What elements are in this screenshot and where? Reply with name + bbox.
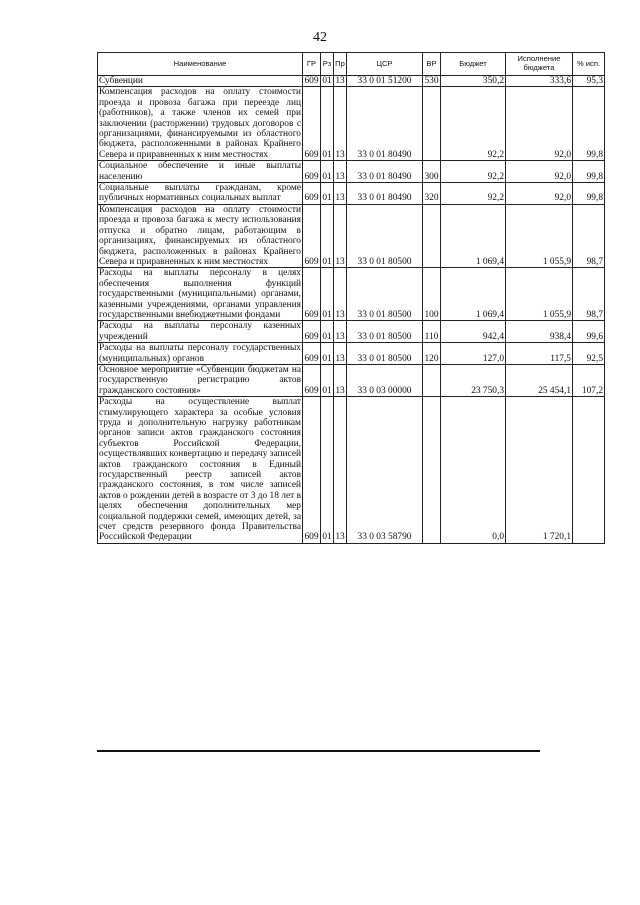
row-vr <box>423 397 441 544</box>
footer-divider <box>97 750 540 752</box>
row-execution: 92,0 <box>506 87 573 161</box>
row-gr: 609 <box>303 204 321 267</box>
table-row <box>98 321 605 343</box>
row-csr: 33 0 01 80500 <box>347 268 423 321</box>
row-gr: 609 <box>303 87 321 161</box>
row-gr: 609 <box>303 183 321 205</box>
row-execution: 333,6 <box>506 76 573 87</box>
row-rz: 01 <box>321 183 334 205</box>
row-gr: 609 <box>303 343 321 365</box>
row-execution: 938,4 <box>506 321 573 343</box>
row-name: Социальное обеспечение и иные выплаты населению <box>99 161 301 182</box>
row-rz: 01 <box>321 343 334 365</box>
row-execution: 92,0 <box>506 161 573 183</box>
row-csr: 33 0 03 00000 <box>347 364 423 396</box>
row-pr: 13 <box>334 161 347 183</box>
table-row <box>98 161 605 183</box>
row-name: Расходы на выплаты персоналу государственных (муниципальных) органов <box>99 343 301 364</box>
row-rz: 01 <box>321 87 334 161</box>
row-vr: 300 <box>423 161 441 183</box>
row-percent <box>573 397 605 544</box>
row-name: Расходы на выплаты персоналу в целях обеспечения выполнения функций государственными (муниципальными) органами, казенными учреждениями, органами управления государственными внебюджетными фондами <box>99 268 301 320</box>
row-execution: 117,5 <box>506 343 573 365</box>
row-csr: 33 0 01 80500 <box>347 204 423 267</box>
row-gr: 609 <box>303 321 321 343</box>
table-row <box>98 397 605 544</box>
row-pr: 13 <box>334 397 347 544</box>
row-csr: 33 0 01 51200 <box>347 76 423 87</box>
row-name: Расходы на выплаты персоналу казенных учреждений <box>99 321 301 342</box>
row-budget: 942,4 <box>441 321 506 343</box>
header-name: Наименование <box>98 53 303 76</box>
row-pr: 13 <box>334 321 347 343</box>
row-vr: 530 <box>424 76 439 86</box>
row-percent: 99,8 <box>573 161 605 183</box>
row-percent: 95,3 <box>573 76 605 87</box>
row-execution: 1 720,1 <box>506 397 573 544</box>
row-vr: 110 <box>423 321 441 343</box>
row-pr: 13 <box>335 76 345 86</box>
row-budget: 92,2 <box>441 87 506 161</box>
row-rz: 01 <box>321 268 334 321</box>
row-gr: 609 <box>303 268 321 321</box>
row-budget: 23 750,3 <box>441 364 506 396</box>
row-budget: 0,0 <box>441 397 506 544</box>
row-percent: 98,7 <box>573 268 605 321</box>
row-name: Субвенции <box>98 76 303 87</box>
row-csr: 33 0 01 80500 <box>347 321 423 343</box>
row-budget: 1 069,4 <box>441 268 506 321</box>
row-percent: 99,8 <box>573 87 605 161</box>
table-row <box>98 343 605 365</box>
row-execution: 25 454,1 <box>506 364 573 396</box>
row-budget: 92,2 <box>441 161 506 183</box>
row-budget: 1 069,4 <box>441 204 506 267</box>
row-csr: 33 0 03 58790 <box>347 397 423 544</box>
row-vr: 120 <box>423 343 441 365</box>
table-header-row <box>98 53 605 76</box>
row-budget: 92,2 <box>441 183 506 205</box>
row-pr: 13 <box>334 183 347 205</box>
row-execution: 1 055,9 <box>506 268 573 321</box>
row-rz: 01 <box>321 397 334 544</box>
row-rz: 01 <box>321 204 334 267</box>
header-budget: Бюджет <box>441 53 506 76</box>
row-csr: 33 0 01 80490 <box>347 161 423 183</box>
row-name: Расходы на осуществление выплат стимулирующего характера за особые условия труда и дополнительную нагрузку работникам органов записи актов гражданского состояния субъектов Российской Федерации, осуществлявших конвертацию и передачу записей актов гражданского состояния в Единый государственный реестр записей актов гражданского состояния, в том числе записей актов о рождении детей в возрасте от 3 до 18 лет в целях обеспечения дополнительных мер социальной поддержки семей, имеющих детей, за счет средств резервного фонда Правительства Российской Федерации <box>99 397 301 543</box>
header-vr: ВР <box>423 53 441 76</box>
row-csr: 33 0 01 80490 <box>347 183 423 205</box>
header-percent: % исп. <box>573 53 605 76</box>
table-row <box>98 268 605 321</box>
row-pr: 13 <box>334 87 347 161</box>
row-name: Основное мероприятие «Субвенции бюджетам на государственную регистрацию актов гражданского состояния» <box>99 364 301 396</box>
row-rz: 01 <box>322 76 332 86</box>
page-number: 42 <box>313 30 327 45</box>
row-rz: 01 <box>321 364 334 396</box>
row-name: Социальные выплаты гражданам, кроме публичных нормативных социальных выплат <box>99 183 301 204</box>
header-rz: Рз <box>321 53 334 76</box>
row-vr <box>423 204 441 267</box>
row-percent: 107,2 <box>573 364 605 396</box>
table-row <box>98 364 605 396</box>
header-pr: Пр <box>334 53 347 76</box>
row-gr: 609 <box>303 397 321 544</box>
row-execution: 92,0 <box>506 183 573 205</box>
row-percent: 92,5 <box>573 343 605 365</box>
row-name: Компенсация расходов на оплату стоимости проезда и провоза багажа при переезде лиц (работников), а также членов их семей при заключении (расторжении) трудовых договоров с организациями, финансируемыми из областного бюджета, расположенными в районах Крайнего Севера и приравненных к ним местностях <box>99 87 301 160</box>
row-pr: 13 <box>334 268 347 321</box>
row-gr: 609 <box>303 364 321 396</box>
header-execution: Исполнение бюджета <box>506 53 573 76</box>
row-budget: 350,2 <box>441 76 506 87</box>
row-pr: 13 <box>334 364 347 396</box>
row-percent: 98,7 <box>573 204 605 267</box>
header-gr: ГР <box>303 53 321 76</box>
row-percent: 99,8 <box>573 183 605 205</box>
row-percent: 99,6 <box>573 321 605 343</box>
table-row <box>98 183 605 205</box>
row-name: Компенсация расходов на оплату стоимости проезда и провоза багажа к месту использования отпуска и обратно лицам, работающим в организациях, финансируемых из областного бюджета, расположенных в районах Крайнего Севера и приравненных к ним местностях <box>99 204 301 267</box>
row-vr: 100 <box>423 268 441 321</box>
table-row <box>98 76 605 87</box>
row-gr: 609 <box>304 76 319 86</box>
budget-table <box>97 52 605 544</box>
row-vr <box>423 87 441 161</box>
row-gr: 609 <box>303 161 321 183</box>
row-vr <box>423 364 441 396</box>
table-row <box>98 87 605 161</box>
row-csr: 33 0 01 80500 <box>347 343 423 365</box>
row-rz: 01 <box>321 321 334 343</box>
row-rz: 01 <box>321 161 334 183</box>
row-budget: 127,0 <box>441 343 506 365</box>
row-vr: 320 <box>423 183 441 205</box>
header-csr: ЦСР <box>347 53 423 76</box>
row-execution: 1 055,9 <box>506 204 573 267</box>
row-pr: 13 <box>334 204 347 267</box>
table-row <box>98 204 605 267</box>
row-csr: 33 0 01 80490 <box>347 87 423 161</box>
row-pr: 13 <box>334 343 347 365</box>
